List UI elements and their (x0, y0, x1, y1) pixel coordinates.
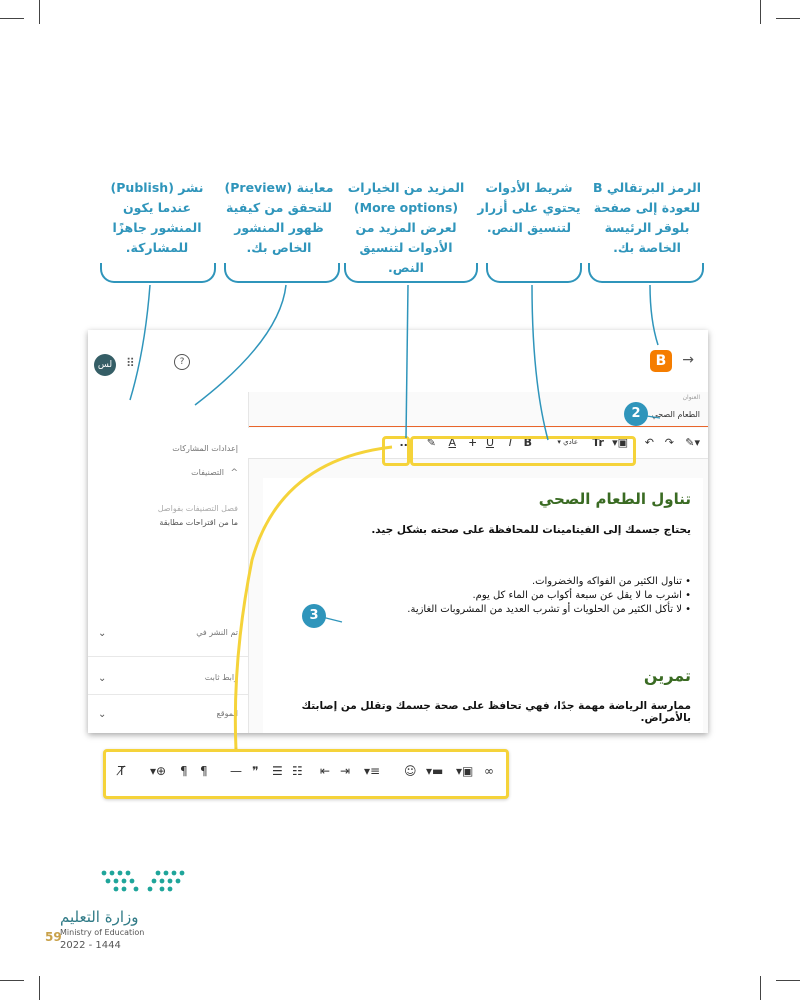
indent-icon[interactable]: ⇥ (340, 764, 351, 778)
quote-icon[interactable]: ❞ (252, 764, 259, 778)
bullet-text: لا تأكل الكثير من الحلويات أو تشرب العديد من المشروبات الغازية. (407, 604, 682, 615)
clear-format-icon[interactable]: T̸ (118, 764, 126, 778)
sidebar-post-settings: إعدادات المشاركات (172, 444, 238, 453)
avatar[interactable]: لس (94, 354, 116, 376)
more-options-button[interactable]: ... (399, 436, 412, 449)
bullet-item: • تناول الكثير من الفواكه والخضروات. (531, 576, 691, 587)
font-size-icon[interactable]: Tr (592, 436, 604, 449)
sidebar-permalink[interactable] (98, 673, 238, 682)
bulleted-list-icon[interactable]: ☰ (272, 764, 283, 778)
sidebar-location[interactable] (98, 709, 238, 718)
paragraph-style-value: عادي (563, 438, 578, 446)
callout-more-options: المزيد من الخيارات (More options) لعرض المزيد من الأدوات لتنسيق النص. (347, 180, 465, 275)
link-icon[interactable]: ∞ (484, 764, 494, 778)
undo-icon[interactable]: ↶ (644, 436, 654, 449)
marker-three: 3 (302, 604, 326, 628)
blogger-logo-icon[interactable]: B (650, 350, 672, 372)
ltr-icon[interactable]: ¶ (200, 764, 208, 778)
permalink-text: رابط ثابت (204, 673, 238, 682)
page-number: 59 (45, 930, 62, 944)
sidebar (88, 392, 249, 733)
sidebar-published-on[interactable] (98, 628, 238, 637)
crop-mark (776, 980, 800, 981)
ministry-name-arabic: وزارة التعليم (60, 908, 139, 926)
heading-exercise: تمرين (643, 666, 691, 685)
labels-hint[interactable]: فصل التصنيفات بفواصل (157, 504, 238, 513)
labels-empty: ما من اقتراحات مطابقة (159, 518, 238, 527)
align-icon[interactable]: ▾≡ (364, 764, 381, 778)
blogger-editor-screenshot (88, 330, 708, 733)
italic-icon[interactable]: I (508, 436, 512, 449)
more-options-highlight (382, 436, 410, 466)
underline-icon[interactable]: U (485, 436, 494, 449)
paragraph-exercise: ممارسة الرياضة مهمة جدًا، فهي تحافظ على صحة جسمك وتقلل من إصابتك بالأمراض. (301, 700, 691, 724)
callout-preview: معاينة (Preview) للتحقق من كيفية ظهور المنشور الخاص بك. (224, 180, 334, 255)
marker-two: 2 (624, 402, 648, 426)
sidebar-labels[interactable] (98, 468, 238, 477)
callout-bracket (344, 263, 478, 283)
numbered-list-icon[interactable]: ☷ (292, 764, 303, 778)
chevron-down-icon: ⌄ (98, 673, 107, 684)
callout-bracket (100, 263, 216, 283)
back-arrow-icon[interactable]: → (682, 352, 694, 368)
callout-bracket (588, 263, 704, 283)
chevron-down-icon: ⌄ (98, 709, 107, 720)
apps-grid-icon[interactable]: ⠿ (126, 356, 135, 370)
ministry-logo-dots (96, 867, 196, 907)
crop-mark (39, 0, 40, 24)
ministry-name-english: Ministry of Education (60, 928, 145, 937)
paragraph-style-select[interactable]: عادي ▾ (557, 438, 578, 446)
callout-bracket (224, 263, 340, 283)
callout-toolbar: شريط الأدوات يحتوي على أزرار لتنسيق النص. (477, 180, 581, 235)
heading-healthy-eating: تناول الطعام الصحي (538, 490, 691, 508)
bullet-text: اشرب ما لا يقل عن سبعة أكواب من الماء كل يوم. (472, 590, 682, 601)
editor-area[interactable] (263, 478, 703, 733)
more-options-toolbar (103, 749, 509, 799)
chevron-down-icon: ⌄ (98, 628, 107, 639)
horizontal-rule-icon[interactable]: — (230, 764, 242, 778)
toolbar-highlight (410, 436, 636, 466)
bullet-item: • اشرب ما لا يقل عن سبعة أكواب من الماء كل يوم. (472, 590, 691, 601)
callout-bracket (486, 263, 582, 283)
strikethrough-icon[interactable]: T (469, 436, 476, 449)
image-icon[interactable]: ▾▣ (456, 764, 474, 778)
sidebar-labels-text: التصنيفات (191, 468, 224, 477)
location-text: الموقع (216, 709, 238, 718)
outdent-icon[interactable]: ⇤ (320, 764, 331, 778)
video-icon[interactable]: ▾▬ (426, 764, 444, 778)
text-format-icon[interactable]: ▾▣ (612, 436, 628, 449)
top-bar (88, 330, 708, 401)
crop-mark (39, 976, 40, 1000)
bold-icon[interactable]: B (523, 436, 532, 449)
chevron-up-icon: ^ (230, 468, 238, 478)
redo-icon[interactable]: ↷ (664, 436, 674, 449)
published-on-text: تم النشر في (196, 628, 238, 637)
crop-mark (776, 18, 800, 19)
crop-mark (760, 976, 761, 1000)
crop-mark (760, 0, 761, 24)
callout-blogger-logo: الرمز البرتقالي B للعودة إلى صفحة بلوقر الرئيسة الخاصة بك. (592, 180, 702, 255)
help-icon[interactable]: ? (174, 354, 190, 370)
emoji-icon[interactable]: ☺ (404, 764, 417, 778)
bullet-item: • لا تأكل الكثير من الحلويات أو تشرب العديد من المشروبات الغازية. (407, 604, 691, 615)
subheading-vitamins: يحتاج جسمك إلى الفيتامينات للمحافظة على صحته بشكل جيد. (371, 524, 691, 536)
text-color-icon[interactable]: A (448, 436, 456, 449)
rtl-icon[interactable]: ¶ (180, 764, 188, 778)
edit-pencil-icon[interactable]: ✎▾ (685, 436, 700, 449)
title-value: الطعام الصحي (651, 410, 700, 419)
crop-mark (0, 980, 24, 981)
highlight-icon[interactable]: ✎ (426, 436, 436, 449)
crop-mark (0, 18, 24, 19)
title-label: العنوان (682, 394, 700, 401)
callout-publish: نشر (Publish) عندما يكون المنشور جاهزًا للمشاركة. (110, 180, 204, 255)
language-globe-icon[interactable]: ▾⊕ (150, 764, 167, 778)
bullet-text: تناول الكثير من الفواكه والخضروات. (531, 576, 682, 587)
footer-year: 2022 - 1444 (60, 940, 121, 951)
